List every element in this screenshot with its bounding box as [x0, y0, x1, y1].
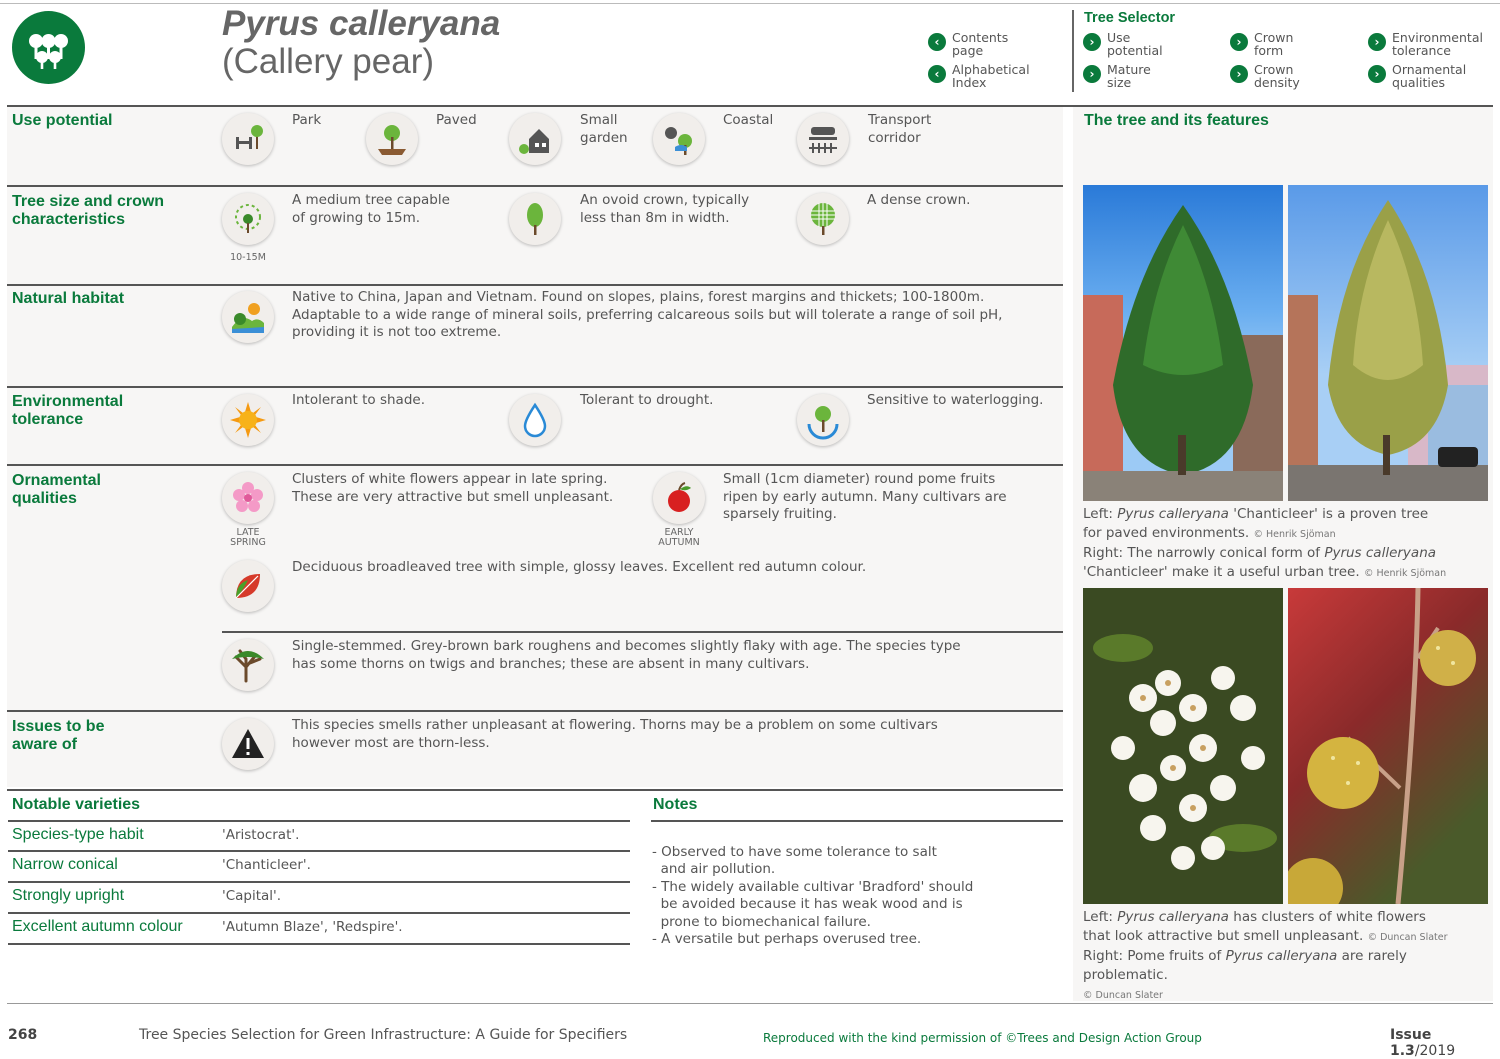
variety-cultivar: 'Capital'.: [222, 888, 282, 904]
species-common-name: (Callery pear): [222, 42, 434, 81]
variety-name: Strongly upright: [12, 887, 125, 904]
section-rule: [7, 789, 1063, 791]
crown-form-text: An ovoid crown, typically less than 8m in width.: [580, 192, 750, 226]
flowers-text: Clusters of white flowers appear in late spring. These are very attractive but smell unpleasant.: [292, 471, 614, 505]
chevron-right-icon: ›: [1230, 33, 1248, 51]
coastal-icon: [653, 113, 705, 165]
chevron-right-icon: ›: [1083, 65, 1101, 83]
issues-title: Issues to be aware of: [12, 718, 105, 753]
bark-trunk-icon: [222, 639, 274, 691]
bark-text: Single-stemmed. Grey-brown bark roughens and becomes slightly flaky with age. The species type has some thorns on twigs and branches; these are absent in many cultivars.: [292, 638, 961, 672]
tree-size-label: 10-15M: [230, 252, 266, 263]
tree-size-text: A medium tree capable of growing to 15m.: [292, 192, 450, 226]
notes-text: - Observed to have some tolerance to salt and air pollution. - The widely available cultivar 'Bradford' should be avoided because it has weak wood and is prone to biomechanical failure. - A versatile but perhaps overused tree.: [652, 843, 974, 947]
fruit-icon: [653, 472, 705, 524]
features-title: The tree and its features: [1084, 112, 1269, 129]
ovoid-crown-icon: [509, 193, 561, 245]
variety-name: Narrow conical: [12, 856, 118, 873]
section-rule: [7, 284, 1063, 286]
use-coastal-label: Coastal: [723, 112, 774, 128]
contents-page-link[interactable]: ‹ Contents page: [928, 31, 1008, 57]
waterlogging-text: Sensitive to waterlogging.: [867, 392, 1044, 408]
chevron-left-icon: ‹: [928, 65, 946, 83]
fruit-season-label: EARLY AUTUMN: [658, 527, 700, 548]
logo: [12, 11, 85, 84]
warning-icon: [222, 718, 274, 770]
leaf-icon: [222, 560, 274, 612]
use-park-label: Park: [292, 112, 322, 128]
photo-white-flowers: [1083, 588, 1283, 904]
tree-selector-title: Tree Selector: [1084, 10, 1176, 26]
habitat-text: Native to China, Japan and Vietnam. Found on slopes, plains, forest margins and thickets; 100-1800m. Adaptable to a wide range of mineral soils, preferring calcareous soils but will tolerate a range of soil pH, providing it is not too extreme.: [292, 289, 1003, 340]
section-rule: [7, 185, 1063, 187]
nav-divider: [1072, 10, 1074, 92]
transport-corridor-icon: [797, 113, 849, 165]
small-garden-icon: [509, 113, 561, 165]
selector-mature-size[interactable]: › Mature size: [1083, 63, 1151, 89]
use-potential-title: Use potential: [12, 112, 113, 129]
notes-title: Notes: [653, 796, 698, 813]
water-drop-icon: [509, 394, 561, 446]
variety-cultivar: 'Aristocrat'.: [222, 827, 300, 843]
notes-rule: [651, 820, 1063, 822]
caption-bottom: Left: Pyrus calleryana has clusters of white flowers that look attractive but smell unpleasant. © Duncan Slater Right: Pome fruits of Pyrus calleryana are rarely problematic. © Duncan Slater: [1083, 909, 1448, 1001]
chevron-right-icon: ›: [1230, 65, 1248, 83]
inner-rule: [222, 631, 1063, 633]
section-rule: [7, 386, 1063, 388]
shade-tolerance-text: Intolerant to shade.: [292, 392, 425, 408]
waterlogging-icon: [797, 394, 849, 446]
alphabetical-index-link[interactable]: ‹ Alphabetical Index: [928, 63, 1030, 89]
use-small-garden-label: Small garden: [580, 112, 628, 146]
sun-icon: [222, 394, 274, 446]
flower-season-label: LATE SPRING: [230, 527, 266, 548]
variety-name: Excellent autumn colour: [12, 918, 183, 935]
use-transport-corridor-label: Transport corridor: [868, 112, 932, 146]
selector-crown-density[interactable]: › Crown density: [1230, 63, 1300, 89]
paved-icon: [366, 113, 418, 165]
varieties-rule: [8, 943, 630, 945]
caption-top: Left: Pyrus calleryana 'Chanticleer' is a proven tree for paved environments. © Henrik Sjöman Right: The narrowly conical form of Pyrus calleryana 'Chanticleer' make it a useful urban tree. © Henrik Sjöman: [1083, 506, 1447, 580]
tree-size-icon: [222, 193, 274, 245]
photo-pome-fruits: [1288, 588, 1488, 904]
photo-paved-tree: [1083, 185, 1283, 501]
variety-cultivar: 'Chanticleer'.: [222, 857, 311, 873]
flower-icon: [222, 472, 274, 524]
permission-note: Reproduced with the kind permission of ©Trees and Design Action Group: [763, 1031, 1202, 1045]
leaves-text: Deciduous broadleaved tree with simple, glossy leaves. Excellent red autumn colour.: [292, 559, 867, 575]
section-rule: [7, 464, 1063, 466]
page-number: 268: [8, 1027, 38, 1043]
ornamental-qualities-title: Ornamental qualities: [12, 472, 101, 507]
tree-size-title: Tree size and crown characteristics: [12, 193, 165, 228]
habitat-landscape-icon: [222, 291, 274, 343]
variety-row: [8, 882, 630, 912]
variety-row: [8, 821, 630, 851]
photo-conical-street-tree: [1288, 185, 1488, 501]
variety-name: Species-type habit: [12, 826, 144, 843]
park-icon: [222, 113, 274, 165]
fruit-text: Small (1cm diameter) round pome fruits ripen by early autumn. Many cultivars are sparsely fruiting.: [723, 471, 1007, 522]
selector-ornamental-qualities[interactable]: › Ornamental qualities: [1368, 63, 1466, 89]
issue-label: Issue 1.3/2019: [1390, 1027, 1456, 1059]
species-latin-name: Pyrus calleryana: [222, 4, 501, 43]
crown-density-text: A dense crown.: [867, 192, 971, 208]
section-rule: [7, 710, 1063, 712]
environmental-tolerance-title: Environmental tolerance: [12, 393, 124, 428]
chevron-left-icon: ‹: [928, 33, 946, 51]
chevron-right-icon: ›: [1368, 65, 1386, 83]
variety-row: [8, 851, 630, 881]
natural-habitat-title: Natural habitat: [12, 290, 125, 307]
chevron-right-icon: ›: [1368, 33, 1386, 51]
use-paved-label: Paved: [436, 112, 477, 128]
variety-row: [8, 913, 630, 943]
selector-use-potential[interactable]: › Use potential: [1083, 31, 1163, 57]
issues-text: This species smells rather unpleasant at flowering. Thorns may be a problem on some cultivars however most are thorn-less.: [292, 717, 938, 751]
footer-rule: [7, 1003, 1493, 1004]
variety-cultivar: 'Autumn Blaze', 'Redspire'.: [222, 919, 403, 935]
drought-tolerance-text: Tolerant to drought.: [580, 392, 714, 408]
notable-varieties-title: Notable varieties: [12, 796, 141, 813]
selector-environmental-tolerance[interactable]: › Environmental tolerance: [1368, 31, 1483, 57]
selector-crown-form[interactable]: › Crown form: [1230, 31, 1293, 57]
trees-logo-icon: [12, 11, 85, 84]
chevron-right-icon: ›: [1083, 33, 1101, 51]
dense-crown-icon: [797, 193, 849, 245]
guide-title: Tree Species Selection for Green Infrastructure: A Guide for Specifiers: [139, 1027, 628, 1043]
